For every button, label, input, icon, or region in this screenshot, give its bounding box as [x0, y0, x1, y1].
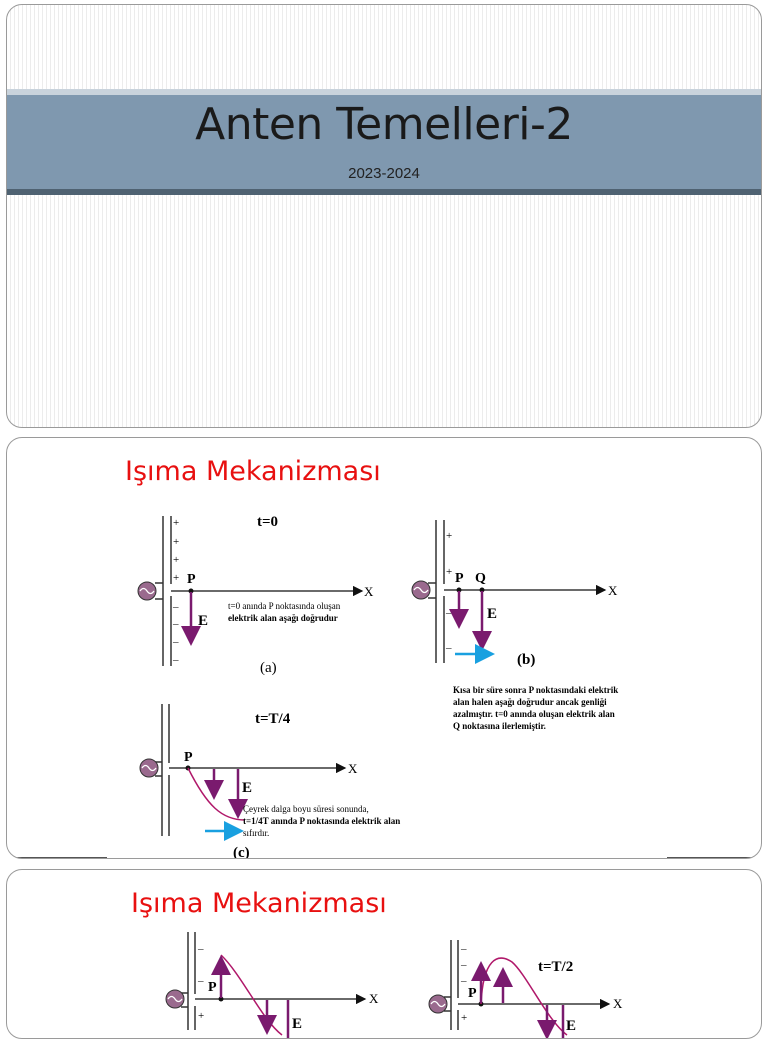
e-field-label: E — [487, 606, 498, 622]
e-field-wave-c — [188, 768, 245, 820]
charge-minus: – — [198, 975, 204, 987]
note-b-line2: alan halen aşağı doğrudur ancak genliği — [453, 697, 607, 707]
charge-minus: – — [173, 618, 179, 630]
caption-c: (c) — [233, 845, 250, 860]
axis-label-x: X — [369, 991, 379, 1006]
charge-plus: + — [173, 572, 180, 584]
charge-minus: – — [461, 959, 467, 971]
figure-d — [166, 932, 379, 1038]
note-b-line1: Kısa bir süre sonra P noktasındaki elektrik — [453, 685, 619, 695]
time-label-a: t=0 — [257, 514, 279, 530]
point-label-p: P — [455, 571, 464, 586]
time-label-e: t=T/2 — [538, 959, 574, 975]
note-c-line3: sıfırdır. — [243, 828, 270, 838]
caption-a: (a) — [260, 660, 277, 676]
figure-e — [429, 940, 623, 1039]
note-c-line1: Çeyrek dalga boyu süresi sonunda, — [243, 804, 369, 814]
note-b-line3: azalmıştır. t=0 anında oluşan elektrik alan — [453, 709, 615, 719]
radiation-diagram-1 — [7, 438, 762, 859]
e-field-label: E — [242, 780, 253, 796]
note-b-line4: Q noktasına ilerlemiştir. — [453, 721, 546, 731]
presentation-subtitle: 2023-2024 — [348, 165, 420, 182]
note-a-line2: elektrik alan aşağı doğrudur — [228, 613, 338, 623]
title-slide[interactable] — [6, 4, 762, 428]
charge-plus: + — [198, 1010, 205, 1022]
point-label-p: P — [184, 750, 193, 765]
charge-plus: + — [446, 566, 453, 578]
charge-plus: + — [173, 554, 180, 566]
time-label-c: t=T/4 — [255, 711, 291, 727]
charge-minus: – — [198, 943, 204, 955]
caption-b: (b) — [517, 652, 536, 668]
point-label-p: P — [468, 986, 477, 1001]
point-label-p: P — [187, 572, 196, 587]
note-a-line1: t=0 anında P noktasında oluşan — [228, 601, 341, 611]
note-c-line2: t=1/4T anında P noktasında elektrik alan — [243, 816, 401, 826]
axis-label-x: X — [348, 761, 358, 776]
axis-label-x: X — [364, 584, 374, 599]
point-label-p: P — [208, 980, 217, 995]
e-field-label: E — [292, 1016, 303, 1032]
charge-plus: + — [461, 1012, 468, 1024]
slide-title: Işıma Mekanizması — [125, 456, 381, 487]
charge-minus: – — [173, 601, 179, 613]
slide-radiation-mechanism-1[interactable] — [6, 437, 762, 859]
charge-plus: + — [173, 517, 180, 529]
point-label-q: Q — [475, 571, 486, 586]
radiation-diagram-2 — [7, 870, 762, 1039]
figure-c — [140, 704, 400, 859]
charge-minus: – — [446, 642, 452, 654]
e-field-label: E — [566, 1018, 577, 1034]
band-bottom-stripe — [7, 189, 761, 195]
figure-a — [138, 514, 374, 676]
charge-minus: – — [461, 943, 467, 955]
figure-b — [412, 520, 618, 731]
charge-minus: – — [173, 636, 179, 648]
footer-line-left — [7, 857, 107, 858]
slide-radiation-mechanism-2[interactable] — [6, 869, 762, 1039]
charge-minus: – — [446, 607, 452, 619]
e-field-label: E — [198, 613, 209, 629]
charge-plus: + — [446, 530, 453, 542]
charge-plus: + — [173, 536, 180, 548]
charge-minus: – — [461, 975, 467, 987]
presentation-title: Anten Temelleri-2 — [195, 99, 573, 150]
axis-label-x: X — [613, 996, 623, 1011]
axis-label-x: X — [608, 583, 618, 598]
e-field-wave-d — [221, 955, 282, 1035]
charge-minus: – — [173, 654, 179, 666]
footer-line-right — [667, 857, 762, 858]
slide-title: Işıma Mekanizması — [131, 888, 387, 919]
